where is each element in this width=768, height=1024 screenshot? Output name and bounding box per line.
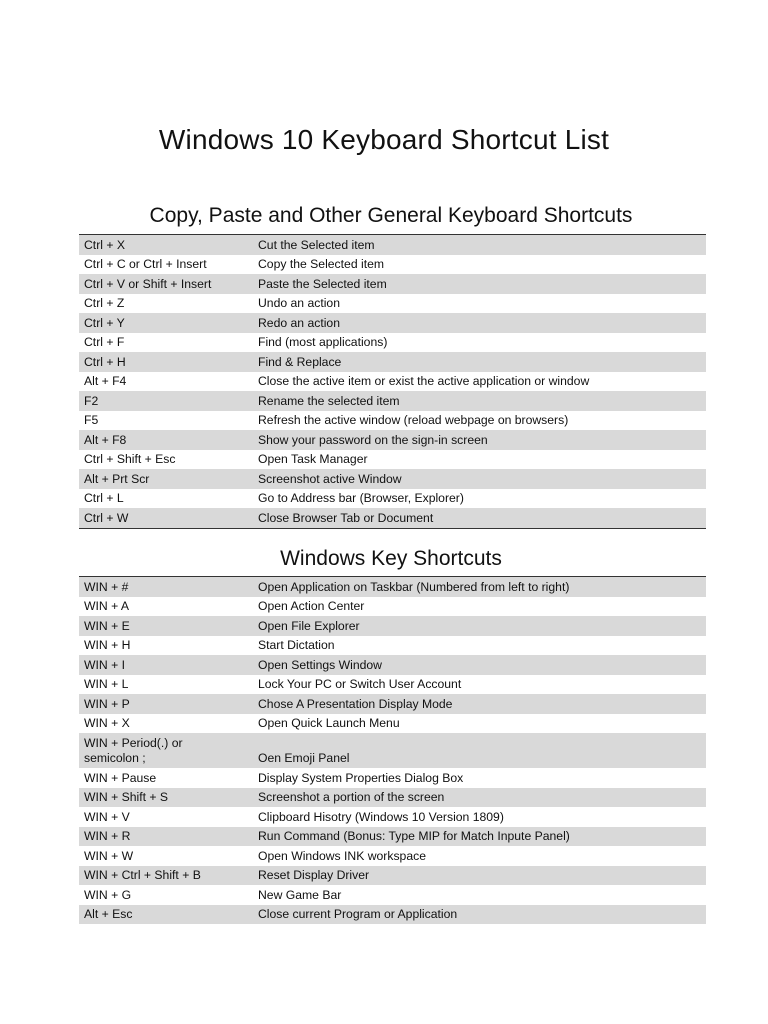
shortcut-keys: Alt + Prt Scr (79, 469, 253, 489)
shortcut-action: Open File Explorer (253, 616, 706, 636)
shortcut-keys: WIN + A (79, 597, 253, 617)
shortcut-action: Oen Emoji Panel (253, 733, 706, 768)
shortcut-action: Run Command (Bonus: Type MIP for Match Inpute Panel) (253, 827, 706, 847)
shortcut-action: Open Application on Taskbar (Numbered from left to right) (253, 577, 706, 597)
shortcut-keys: Ctrl + H (79, 352, 253, 372)
shortcut-keys: F2 (79, 391, 253, 411)
shortcut-action: Open Quick Launch Menu (253, 714, 706, 734)
shortcut-action: Close current Program or Application (253, 905, 706, 925)
shortcut-keys: WIN + L (79, 675, 253, 695)
table-row (79, 508, 706, 528)
shortcut-action: Undo an action (253, 294, 706, 314)
shortcut-keys: WIN + Pause (79, 768, 253, 788)
shortcut-keys: Ctrl + C or Ctrl + Insert (79, 255, 253, 275)
table-row (79, 577, 706, 597)
table-row (79, 714, 706, 734)
shortcut-action: Find & Replace (253, 352, 706, 372)
page-title: Windows 10 Keyboard Shortcut List (158, 124, 610, 155)
shortcut-action: Lock Your PC or Switch User Account (253, 675, 706, 695)
table-row (79, 768, 706, 788)
table-row (79, 333, 706, 353)
shortcut-action: Reset Display Driver (253, 866, 706, 886)
shortcut-action: Refresh the active window (reload webpage on browsers) (253, 411, 706, 431)
table-row (79, 469, 706, 489)
shortcut-action: Screenshot a portion of the screen (253, 788, 706, 808)
shortcut-keys: Ctrl + Z (79, 294, 253, 314)
shortcut-action: Close the active item or exist the active application or window (253, 372, 706, 392)
shortcut-action: Open Settings Window (253, 655, 706, 675)
shortcut-keys: Alt + F4 (79, 372, 253, 392)
section-heading-general: Copy, Paste and Other General Keyboard Shortcuts (149, 204, 633, 227)
table-row (79, 294, 706, 314)
table-row (79, 827, 706, 847)
shortcut-keys: WIN + V (79, 807, 253, 827)
shortcut-action: Open Action Center (253, 597, 706, 617)
shortcut-action: Show your password on the sign-in screen (253, 430, 706, 450)
shortcut-keys: Ctrl + X (79, 235, 253, 255)
shortcut-action: Start Dictation (253, 636, 706, 656)
table-row (79, 255, 706, 275)
shortcut-keys: Ctrl + W (79, 508, 253, 528)
table-row (79, 866, 706, 886)
shortcut-action: New Game Bar (253, 885, 706, 905)
table-row (79, 372, 706, 392)
shortcut-keys: F5 (79, 411, 253, 431)
table-row (79, 313, 706, 333)
shortcut-keys: WIN + Period(.) or semicolon ; (79, 733, 253, 768)
table-row (79, 489, 706, 509)
shortcut-keys: Ctrl + F (79, 333, 253, 353)
table-row (79, 391, 706, 411)
shortcut-keys: WIN + X (79, 714, 253, 734)
table-row (79, 788, 706, 808)
table-row (79, 885, 706, 905)
shortcut-action: Rename the selected item (253, 391, 706, 411)
shortcut-action: Open Task Manager (253, 450, 706, 470)
shortcut-keys: Ctrl + L (79, 489, 253, 509)
shortcut-action: Display System Properties Dialog Box (253, 768, 706, 788)
shortcut-keys: Ctrl + V or Shift + Insert (79, 274, 253, 294)
shortcut-action: Chose A Presentation Display Mode (253, 694, 706, 714)
shortcut-action: Paste the Selected item (253, 274, 706, 294)
table-row (79, 430, 706, 450)
shortcut-keys: WIN + G (79, 885, 253, 905)
table-row (79, 597, 706, 617)
shortcut-action: Copy the Selected item (253, 255, 706, 275)
table-row (79, 675, 706, 695)
shortcut-keys: WIN + E (79, 616, 253, 636)
table-row (79, 905, 706, 925)
shortcut-keys: Alt + F8 (79, 430, 253, 450)
shortcut-keys: Alt + Esc (79, 905, 253, 925)
shortcut-keys: WIN + R (79, 827, 253, 847)
table-row (79, 655, 706, 675)
table-row (79, 807, 706, 827)
general-shortcuts-table (79, 234, 706, 529)
shortcut-keys: WIN + W (79, 846, 253, 866)
table-row (79, 274, 706, 294)
table-row (79, 846, 706, 866)
shortcut-keys: Ctrl + Y (79, 313, 253, 333)
shortcut-keys: WIN + Ctrl + Shift + B (79, 866, 253, 886)
shortcut-keys: WIN + P (79, 694, 253, 714)
table-row (79, 616, 706, 636)
table-row (79, 450, 706, 470)
shortcut-action: Cut the Selected item (253, 235, 706, 255)
section-heading-windows: Windows Key Shortcuts (280, 547, 502, 570)
shortcut-action: Open Windows INK workspace (253, 846, 706, 866)
shortcut-action: Clipboard Hisotry (Windows 10 Version 1809) (253, 807, 706, 827)
table-row (79, 636, 706, 656)
table-row (79, 352, 706, 372)
shortcut-keys: Ctrl + Shift + Esc (79, 450, 253, 470)
shortcut-keys: WIN + Shift + S (79, 788, 253, 808)
windows-shortcuts-table (79, 576, 706, 924)
table-row (79, 733, 706, 768)
shortcut-keys: WIN + # (79, 577, 253, 597)
table-row (79, 694, 706, 714)
shortcut-keys: WIN + H (79, 636, 253, 656)
shortcut-action: Screenshot active Window (253, 469, 706, 489)
table-row (79, 411, 706, 431)
table-row (79, 235, 706, 255)
shortcut-action: Go to Address bar (Browser, Explorer) (253, 489, 706, 509)
shortcut-action: Redo an action (253, 313, 706, 333)
shortcut-action: Close Browser Tab or Document (253, 508, 706, 528)
shortcut-action: Find (most applications) (253, 333, 706, 353)
shortcut-keys: WIN + I (79, 655, 253, 675)
